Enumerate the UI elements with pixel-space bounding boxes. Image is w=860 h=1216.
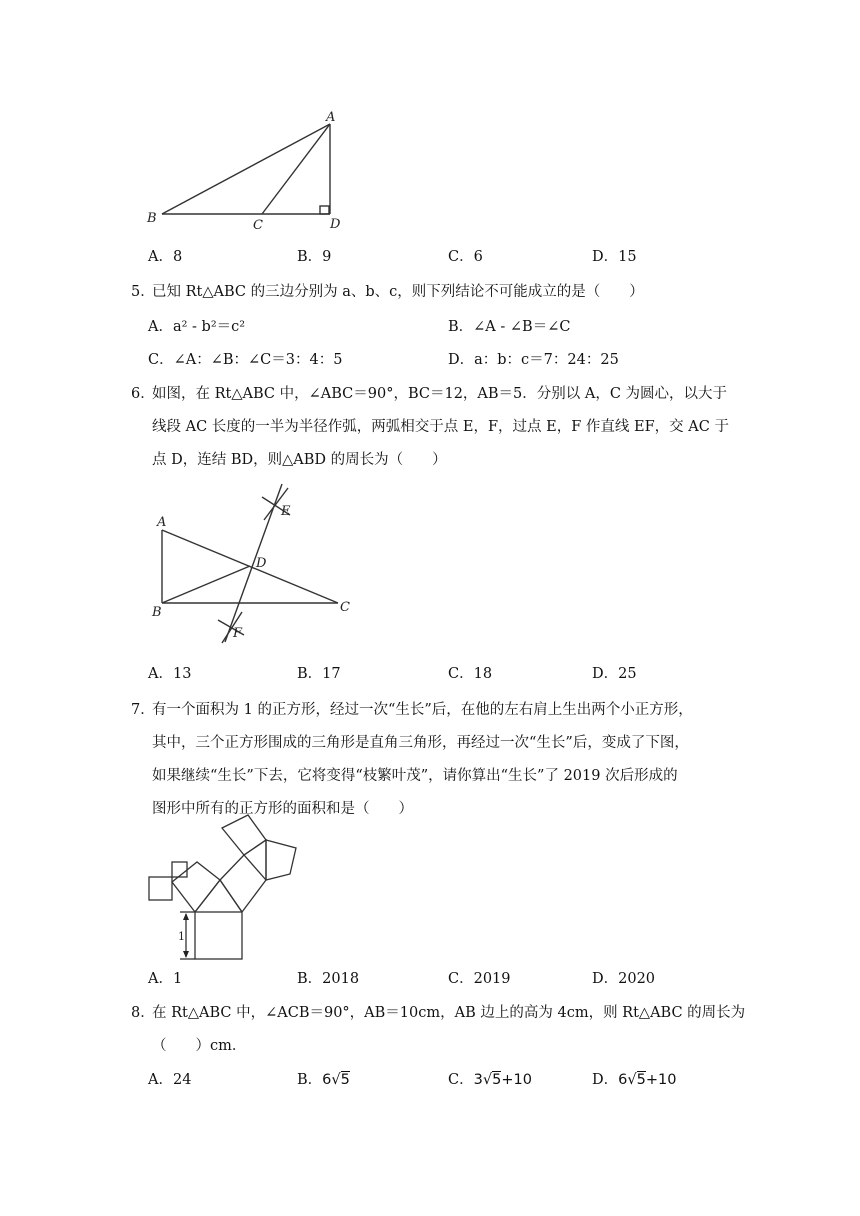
q4-option-a[interactable]: A．8 (148, 249, 183, 265)
q7-option-d[interactable]: D．2020 (592, 971, 656, 987)
q7-stem-line1: 有一个面积为 1 的正方形，经过一次“生长”后，在他的左右肩上生出两个小正方形， (152, 702, 693, 718)
q6-label-f: F (233, 626, 243, 641)
radical-icon: √ (331, 1072, 341, 1088)
q6-stem-line3: 点 D，连结 BD，则△ABD 的周长为（ ） (152, 452, 447, 468)
q4-label-b: B (147, 211, 157, 226)
q6-number: 6． (131, 386, 155, 402)
radical-icon: √ (627, 1072, 637, 1088)
q7-dimension-label: 1 (178, 930, 185, 943)
q8-option-c-tail: +10 (501, 1072, 532, 1088)
q7-option-b[interactable]: B．2018 (297, 971, 360, 987)
q7-right-square (220, 855, 266, 912)
q5-number: 5． (131, 284, 155, 300)
q8-option-d-prefix: D． (592, 1072, 619, 1088)
q7-left-square (172, 862, 220, 912)
q7-base-square (195, 912, 242, 959)
q8-option-d[interactable] (592, 1073, 676, 1088)
radical-icon: √ (482, 1072, 493, 1088)
q8-option-b-coef: 6 (322, 1072, 332, 1088)
q8-number: 8． (131, 1005, 155, 1021)
q5-option-b[interactable]: B．∠A - ∠B＝∠C (448, 319, 571, 335)
q7-arrow-down-icon (183, 951, 189, 958)
q8-option-d-tail: +10 (645, 1072, 677, 1088)
q6-label-d: D (256, 556, 267, 571)
q6-label-a: A (157, 515, 167, 530)
q7-upper-square-2 (266, 840, 296, 880)
q6-option-c[interactable]: C．18 (448, 666, 493, 682)
q4-option-c[interactable]: C．6 (448, 249, 483, 265)
q8-option-c-prefix: C． (448, 1072, 474, 1088)
q6-label-e: E (281, 504, 291, 519)
q7-upper-square-1 (222, 815, 266, 855)
q8-option-c[interactable] (448, 1073, 532, 1088)
q6-option-d[interactable]: D．25 (592, 666, 637, 682)
q8-option-c-radicand: 5 (492, 1072, 502, 1088)
q8-option-a[interactable]: A．24 (148, 1072, 192, 1088)
q8-stem-line1: 在 Rt△ABC 中，∠ACB＝90°，AB＝10cm，AB 边上的高为 4cm，则 Rt△ABC 的周长为 (152, 1005, 746, 1021)
q8-option-b-prefix: B． (297, 1072, 323, 1088)
q7-stem-line4: 图形中所有的正方形的面积和是（ ） (152, 801, 413, 817)
q7-stem-line2: 其中，三个正方形围成的三角形是直角三角形，再经过一次“生长”后，变成了下图， (152, 735, 689, 751)
q6-label-b: B (152, 605, 162, 620)
q6-stem-line1: 如图，在 Rt△ABC 中，∠ABC＝90°，BC＝12，AB＝5．分别以 A，C 为圆心，以大于 (152, 386, 728, 402)
q8-option-d-coef: 6 (618, 1072, 628, 1088)
q8-option-b[interactable] (297, 1073, 350, 1088)
q8-option-c-coef: 3 (473, 1072, 483, 1088)
q6-option-b[interactable]: B．17 (297, 666, 341, 682)
q7-number: 7． (131, 702, 155, 718)
q6-stem-line2: 线段 AC 长度的一半为半径作弧，两弧相交于点 E，F，过点 E，F 作直线 EF，交 AC 于 (152, 419, 729, 435)
q7-small-square-1 (149, 877, 172, 900)
q6-label-c: C (340, 600, 350, 615)
q4-label-c: C (253, 218, 263, 233)
q5-stem: 已知 Rt△ABC 的三边分别为 a、b、c，则下列结论不可能成立的是（ ） (152, 284, 644, 300)
q7-triangle-2 (244, 840, 266, 880)
q7-option-c[interactable]: C．2019 (448, 971, 511, 987)
q7-stem-line3: 如果继续“生长”下去，它将变得“枝繁叶茂”，请你算出“生长”了 2019 次后形成的 (152, 768, 678, 784)
q7-option-a[interactable]: A．1 (148, 971, 183, 987)
q4-option-d[interactable]: D．15 (592, 249, 637, 265)
q5-option-d[interactable]: D．a：b：c＝7：24：25 (448, 352, 619, 368)
q4-label-a: A (326, 110, 336, 125)
q4-label-d: D (330, 217, 341, 232)
q5-option-a[interactable]: A．a² - b²＝c² (148, 319, 246, 335)
q7-arrow-up-icon (183, 913, 189, 920)
q7-small-square-2 (172, 862, 187, 877)
q4-option-b[interactable]: B．9 (297, 249, 332, 265)
q8-option-d-radicand: 5 (636, 1072, 646, 1088)
q5-option-c[interactable]: C．∠A：∠B：∠C＝3：4：5 (148, 352, 343, 368)
q7-triangle-1 (195, 880, 242, 912)
q8-option-b-radicand: 5 (340, 1072, 350, 1088)
q6-option-a[interactable]: A．13 (148, 666, 192, 682)
q8-stem-line2: （ ）cm． (152, 1038, 247, 1054)
